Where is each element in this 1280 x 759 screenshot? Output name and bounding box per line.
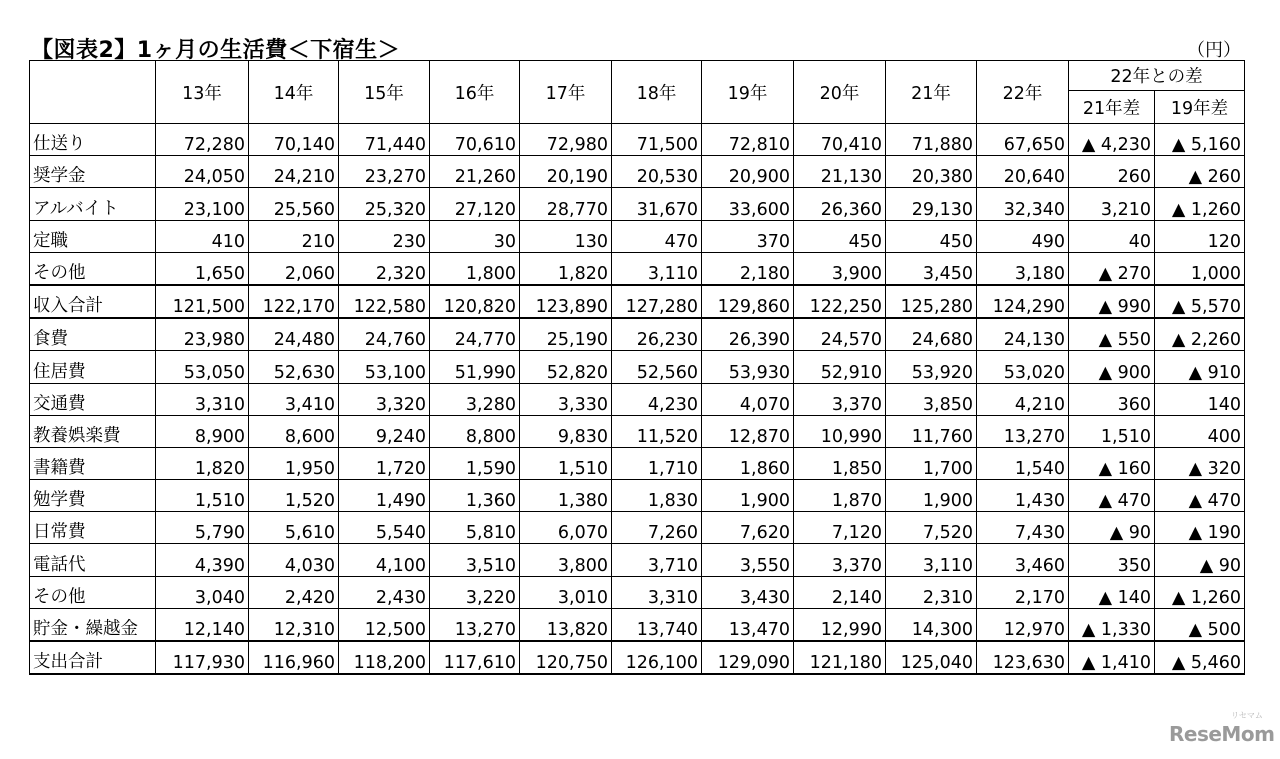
value-cell: 52,560: [612, 351, 702, 383]
year-header: 15年: [339, 61, 430, 124]
diff-cell: ▲ 5,570: [1155, 285, 1245, 318]
diff-cell: ▲ 1,330: [1069, 608, 1155, 641]
value-cell: 1,800: [430, 252, 520, 285]
year-header: 17年: [520, 61, 612, 124]
value-cell: 2,310: [886, 576, 977, 608]
value-cell: 52,910: [794, 351, 886, 383]
value-cell: 470: [612, 220, 702, 252]
value-cell: 32,340: [977, 188, 1069, 220]
value-cell: 72,980: [520, 124, 612, 156]
value-cell: 5,610: [249, 512, 339, 544]
value-cell: 116,960: [249, 641, 339, 674]
row-label: 定職: [30, 220, 156, 252]
value-cell: 21,260: [430, 156, 520, 188]
value-cell: 7,430: [977, 512, 1069, 544]
value-cell: 1,510: [520, 447, 612, 479]
value-cell: 9,830: [520, 415, 612, 447]
diff-cell: ▲ 900: [1069, 351, 1155, 383]
table-row: [30, 512, 1245, 544]
value-cell: 3,370: [794, 544, 886, 576]
value-cell: 20,530: [612, 156, 702, 188]
diff-cell: ▲ 270: [1069, 252, 1155, 285]
year-header: 14年: [249, 61, 339, 124]
value-cell: 13,470: [702, 608, 794, 641]
value-cell: 4,230: [612, 383, 702, 415]
value-cell: 23,100: [156, 188, 249, 220]
value-cell: 3,010: [520, 576, 612, 608]
value-cell: 28,770: [520, 188, 612, 220]
corner-cell: [30, 61, 156, 124]
value-cell: 3,510: [430, 544, 520, 576]
table-row: [30, 188, 1245, 220]
diff-header: 21年差: [1069, 91, 1155, 124]
total-row: [30, 285, 1245, 318]
value-cell: 23,980: [156, 318, 249, 351]
value-cell: 12,990: [794, 608, 886, 641]
value-cell: 1,650: [156, 252, 249, 285]
value-cell: 53,920: [886, 351, 977, 383]
row-label: その他: [30, 576, 156, 608]
table-title: 【図表2】1ヶ月の生活費＜下宿生＞: [31, 38, 401, 63]
diff-cell: 140: [1155, 383, 1245, 415]
table-row: [30, 156, 1245, 188]
value-cell: 410: [156, 220, 249, 252]
value-cell: 31,670: [612, 188, 702, 220]
diff-header: 19年差: [1155, 91, 1245, 124]
value-cell: 2,180: [702, 252, 794, 285]
value-cell: 3,320: [339, 383, 430, 415]
value-cell: 117,930: [156, 641, 249, 674]
value-cell: 4,100: [339, 544, 430, 576]
row-label: 書籍費: [30, 447, 156, 479]
value-cell: 8,800: [430, 415, 520, 447]
value-cell: 11,760: [886, 415, 977, 447]
value-cell: 3,900: [794, 252, 886, 285]
value-cell: 20,190: [520, 156, 612, 188]
value-cell: 129,860: [702, 285, 794, 318]
value-cell: 20,380: [886, 156, 977, 188]
value-cell: 30: [430, 220, 520, 252]
row-label: 食費: [30, 318, 156, 351]
diff-cell: ▲ 4,230: [1069, 124, 1155, 156]
value-cell: 1,900: [886, 480, 977, 512]
value-cell: 13,740: [612, 608, 702, 641]
value-cell: 10,990: [794, 415, 886, 447]
value-cell: 23,270: [339, 156, 430, 188]
value-cell: 20,900: [702, 156, 794, 188]
value-cell: 3,330: [520, 383, 612, 415]
value-cell: 124,290: [977, 285, 1069, 318]
value-cell: 7,260: [612, 512, 702, 544]
value-cell: 52,630: [249, 351, 339, 383]
value-cell: 450: [794, 220, 886, 252]
value-cell: 33,600: [702, 188, 794, 220]
value-cell: 3,040: [156, 576, 249, 608]
value-cell: 25,190: [520, 318, 612, 351]
table-row: [30, 318, 1245, 351]
value-cell: 1,820: [520, 252, 612, 285]
diff-cell: ▲ 260: [1155, 156, 1245, 188]
year-header: 16年: [430, 61, 520, 124]
row-label: 仕送り: [30, 124, 156, 156]
value-cell: 2,060: [249, 252, 339, 285]
value-cell: 3,280: [430, 383, 520, 415]
row-label: その他: [30, 252, 156, 285]
value-cell: 71,880: [886, 124, 977, 156]
value-cell: 8,900: [156, 415, 249, 447]
table-row: [30, 383, 1245, 415]
row-label: 貯金・繰越金: [30, 608, 156, 641]
value-cell: 53,020: [977, 351, 1069, 383]
value-cell: 70,140: [249, 124, 339, 156]
row-label: 支出合計: [30, 641, 156, 674]
value-cell: 51,990: [430, 351, 520, 383]
year-header: 21年: [886, 61, 977, 124]
value-cell: 1,720: [339, 447, 430, 479]
value-cell: 12,500: [339, 608, 430, 641]
value-cell: 3,110: [612, 252, 702, 285]
table-row: [30, 415, 1245, 447]
value-cell: 53,930: [702, 351, 794, 383]
diff-cell: ▲ 470: [1069, 480, 1155, 512]
value-cell: 1,510: [156, 480, 249, 512]
value-cell: 1,520: [249, 480, 339, 512]
value-cell: 71,500: [612, 124, 702, 156]
value-cell: 1,860: [702, 447, 794, 479]
diff-cell: ▲ 5,160: [1155, 124, 1245, 156]
value-cell: 7,120: [794, 512, 886, 544]
diff-cell: 120: [1155, 220, 1245, 252]
value-cell: 24,130: [977, 318, 1069, 351]
value-cell: 3,370: [794, 383, 886, 415]
total-row: [30, 641, 1245, 674]
value-cell: 129,090: [702, 641, 794, 674]
logo-mark: リセマム: [1231, 711, 1263, 720]
row-label: 教養娯楽費: [30, 415, 156, 447]
value-cell: 20,640: [977, 156, 1069, 188]
value-cell: 3,220: [430, 576, 520, 608]
diff-cell: ▲ 1,260: [1155, 576, 1245, 608]
value-cell: 24,050: [156, 156, 249, 188]
value-cell: 450: [886, 220, 977, 252]
year-header: 19年: [702, 61, 794, 124]
row-label: 奨学金: [30, 156, 156, 188]
diff-cell: ▲ 470: [1155, 480, 1245, 512]
value-cell: 1,820: [156, 447, 249, 479]
value-cell: 230: [339, 220, 430, 252]
value-cell: 26,360: [794, 188, 886, 220]
value-cell: 4,210: [977, 383, 1069, 415]
value-cell: 127,280: [612, 285, 702, 318]
value-cell: 25,560: [249, 188, 339, 220]
value-cell: 1,430: [977, 480, 1069, 512]
value-cell: 1,710: [612, 447, 702, 479]
value-cell: 2,320: [339, 252, 430, 285]
value-cell: 2,420: [249, 576, 339, 608]
table-row: [30, 608, 1245, 641]
value-cell: 3,180: [977, 252, 1069, 285]
value-cell: 2,170: [977, 576, 1069, 608]
value-cell: 118,200: [339, 641, 430, 674]
value-cell: 122,580: [339, 285, 430, 318]
diff-cell: ▲ 90: [1069, 512, 1155, 544]
value-cell: 24,570: [794, 318, 886, 351]
value-cell: 4,070: [702, 383, 794, 415]
value-cell: 1,830: [612, 480, 702, 512]
unit-label: （円）: [1187, 40, 1241, 61]
value-cell: 27,120: [430, 188, 520, 220]
value-cell: 52,820: [520, 351, 612, 383]
value-cell: 7,520: [886, 512, 977, 544]
table-body: [30, 124, 1245, 675]
value-cell: 70,610: [430, 124, 520, 156]
value-cell: 53,100: [339, 351, 430, 383]
row-label: 交通費: [30, 383, 156, 415]
table-row: [30, 124, 1245, 156]
value-cell: 11,520: [612, 415, 702, 447]
value-cell: 130: [520, 220, 612, 252]
value-cell: 24,210: [249, 156, 339, 188]
value-cell: 3,410: [249, 383, 339, 415]
table-row: [30, 576, 1245, 608]
value-cell: 3,110: [886, 544, 977, 576]
diff-cell: 3,210: [1069, 188, 1155, 220]
value-cell: 3,430: [702, 576, 794, 608]
table-row: [30, 544, 1245, 576]
diff-cell: ▲ 90: [1155, 544, 1245, 576]
diff-cell: ▲ 160: [1069, 447, 1155, 479]
diff-cell: ▲ 5,460: [1155, 641, 1245, 674]
value-cell: 7,620: [702, 512, 794, 544]
row-label: 日常費: [30, 512, 156, 544]
value-cell: 2,430: [339, 576, 430, 608]
table-row: [30, 447, 1245, 479]
row-label: アルバイト: [30, 188, 156, 220]
table-row: [30, 480, 1245, 512]
value-cell: 123,630: [977, 641, 1069, 674]
value-cell: 12,970: [977, 608, 1069, 641]
value-cell: 5,810: [430, 512, 520, 544]
value-cell: 122,170: [249, 285, 339, 318]
diff-cell: ▲ 1,410: [1069, 641, 1155, 674]
value-cell: 71,440: [339, 124, 430, 156]
diff-cell: ▲ 320: [1155, 447, 1245, 479]
year-header: 13年: [156, 61, 249, 124]
row-label: 収入合計: [30, 285, 156, 318]
value-cell: 121,500: [156, 285, 249, 318]
value-cell: 72,810: [702, 124, 794, 156]
value-cell: 24,680: [886, 318, 977, 351]
value-cell: 70,410: [794, 124, 886, 156]
value-cell: 1,380: [520, 480, 612, 512]
resemom-logo: ReseMom: [1169, 722, 1275, 746]
value-cell: 26,230: [612, 318, 702, 351]
value-cell: 13,820: [520, 608, 612, 641]
value-cell: 21,130: [794, 156, 886, 188]
value-cell: 8,600: [249, 415, 339, 447]
value-cell: 1,490: [339, 480, 430, 512]
value-cell: 24,760: [339, 318, 430, 351]
table-row: [30, 351, 1245, 383]
value-cell: 5,790: [156, 512, 249, 544]
value-cell: 1,900: [702, 480, 794, 512]
value-cell: 25,320: [339, 188, 430, 220]
diff-cell: ▲ 910: [1155, 351, 1245, 383]
value-cell: 122,250: [794, 285, 886, 318]
value-cell: 3,800: [520, 544, 612, 576]
value-cell: 117,610: [430, 641, 520, 674]
row-label: 電話代: [30, 544, 156, 576]
value-cell: 13,270: [430, 608, 520, 641]
diff-cell: 260: [1069, 156, 1155, 188]
diff-cell: 1,000: [1155, 252, 1245, 285]
value-cell: 120,820: [430, 285, 520, 318]
value-cell: 12,870: [702, 415, 794, 447]
diff-cell: ▲ 1,260: [1155, 188, 1245, 220]
year-header: 18年: [612, 61, 702, 124]
value-cell: 125,040: [886, 641, 977, 674]
value-cell: 53,050: [156, 351, 249, 383]
value-cell: 9,240: [339, 415, 430, 447]
value-cell: 13,270: [977, 415, 1069, 447]
diff-cell: ▲ 140: [1069, 576, 1155, 608]
value-cell: 72,280: [156, 124, 249, 156]
value-cell: 3,460: [977, 544, 1069, 576]
value-cell: 3,310: [612, 576, 702, 608]
value-cell: 1,540: [977, 447, 1069, 479]
value-cell: 123,890: [520, 285, 612, 318]
value-cell: 1,360: [430, 480, 520, 512]
row-label: 住居費: [30, 351, 156, 383]
value-cell: 3,450: [886, 252, 977, 285]
value-cell: 1,700: [886, 447, 977, 479]
row-label: 勉学費: [30, 480, 156, 512]
diff-cell: 400: [1155, 415, 1245, 447]
value-cell: 370: [702, 220, 794, 252]
diff-cell: ▲ 2,260: [1155, 318, 1245, 351]
value-cell: 121,180: [794, 641, 886, 674]
year-header: 22年: [977, 61, 1069, 124]
value-cell: 67,650: [977, 124, 1069, 156]
value-cell: 26,390: [702, 318, 794, 351]
value-cell: 1,950: [249, 447, 339, 479]
diff-cell: 350: [1069, 544, 1155, 576]
diff-cell: 40: [1069, 220, 1155, 252]
diff-cell: 360: [1069, 383, 1155, 415]
value-cell: 29,130: [886, 188, 977, 220]
table-row: [30, 252, 1245, 285]
value-cell: 4,390: [156, 544, 249, 576]
value-cell: 210: [249, 220, 339, 252]
diff-group-header: 22年との差: [1069, 61, 1245, 91]
value-cell: 6,070: [520, 512, 612, 544]
value-cell: 3,310: [156, 383, 249, 415]
value-cell: 126,100: [612, 641, 702, 674]
diff-cell: ▲ 550: [1069, 318, 1155, 351]
value-cell: 2,140: [794, 576, 886, 608]
value-cell: 3,710: [612, 544, 702, 576]
value-cell: 3,550: [702, 544, 794, 576]
diff-cell: ▲ 500: [1155, 608, 1245, 641]
value-cell: 24,770: [430, 318, 520, 351]
value-cell: 1,870: [794, 480, 886, 512]
value-cell: 125,280: [886, 285, 977, 318]
diff-cell: ▲ 990: [1069, 285, 1155, 318]
diff-cell: 1,510: [1069, 415, 1155, 447]
value-cell: 14,300: [886, 608, 977, 641]
table-row: [30, 220, 1245, 252]
value-cell: 24,480: [249, 318, 339, 351]
diff-cell: ▲ 190: [1155, 512, 1245, 544]
living-cost-table: [29, 60, 1245, 675]
value-cell: 12,140: [156, 608, 249, 641]
value-cell: 3,850: [886, 383, 977, 415]
value-cell: 12,310: [249, 608, 339, 641]
value-cell: 4,030: [249, 544, 339, 576]
value-cell: 1,850: [794, 447, 886, 479]
value-cell: 5,540: [339, 512, 430, 544]
value-cell: 120,750: [520, 641, 612, 674]
value-cell: 490: [977, 220, 1069, 252]
year-header: 20年: [794, 61, 886, 124]
value-cell: 1,590: [430, 447, 520, 479]
